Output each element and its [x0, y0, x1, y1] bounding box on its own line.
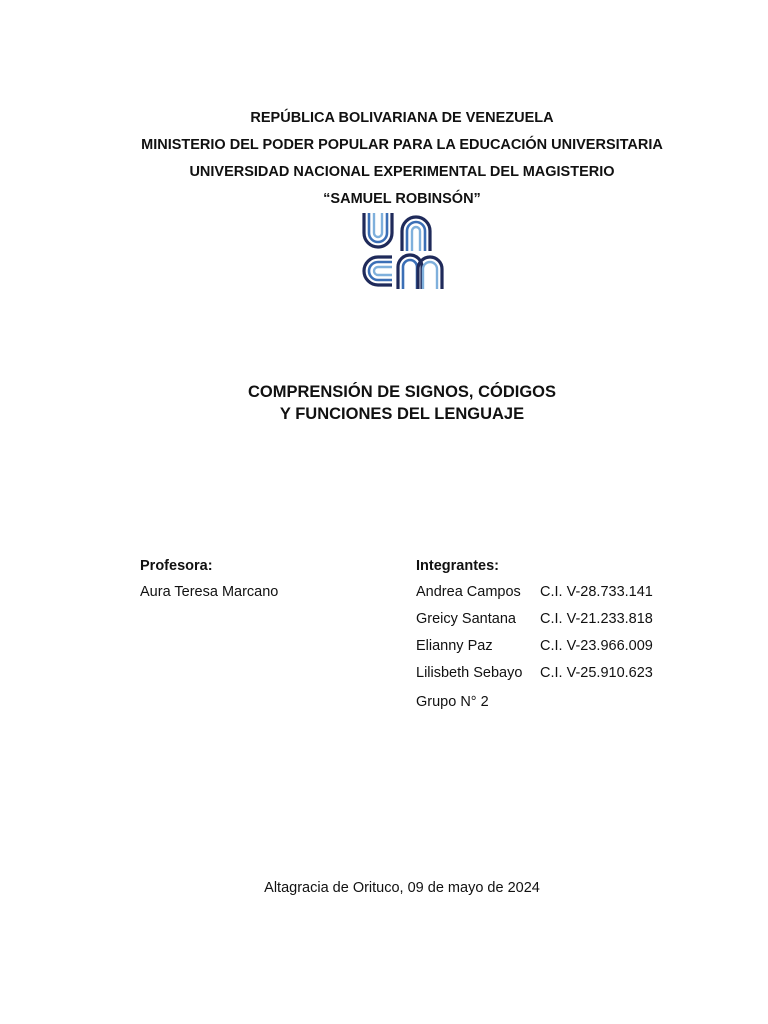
unem-logo-icon — [358, 213, 448, 293]
institution-header — [0, 108, 768, 216]
member-ci: C.I. V-28.733.141 — [540, 584, 653, 600]
group-number: Grupo N° 2 — [416, 694, 489, 710]
member-row — [416, 663, 653, 690]
member-ci: C.I. V-23.966.009 — [540, 638, 653, 654]
logo-letter-e — [364, 257, 392, 285]
professor-name: Aura Teresa Marcano — [140, 584, 279, 600]
member-name: Lilisbeth Sebayo — [416, 665, 523, 681]
place-date: Altagracia de Orituco, 09 de mayo de 2024 — [264, 880, 540, 896]
header-line-country: REPÚBLICA BOLIVARIANA DE VENEZUELA — [250, 110, 554, 126]
professor-label: Profesora: — [140, 558, 213, 574]
document-title — [0, 381, 768, 425]
professor-block — [140, 556, 278, 602]
member-row — [416, 582, 653, 609]
logo-letter-n-top — [402, 217, 430, 251]
header-line-namesake: “SAMUEL ROBINSÓN” — [323, 191, 481, 207]
member-name: Andrea Campos — [416, 584, 521, 600]
title-line-1: COMPRENSIÓN DE SIGNOS, CÓDIGOS — [247, 383, 557, 401]
members-label: Integrantes: — [416, 558, 499, 574]
logo-letter-u — [364, 213, 392, 247]
title-line-2: Y FUNCIONES DEL LENGUAJE — [279, 405, 525, 423]
header-line-ministry: MINISTERIO DEL PODER POPULAR PARA LA EDUCACIÓN UNIVERSITARIA — [141, 137, 663, 153]
member-ci: C.I. V-21.233.818 — [540, 611, 653, 627]
member-ci: C.I. V-25.910.623 — [540, 665, 653, 681]
member-row — [416, 609, 653, 636]
member-row — [416, 636, 653, 663]
header-line-university: UNIVERSIDAD NACIONAL EXPERIMENTAL DEL MAGISTERIO — [189, 164, 615, 180]
member-name: Elianny Paz — [416, 638, 493, 654]
members-block — [416, 556, 653, 712]
logo-letter-m — [398, 255, 442, 289]
member-name: Greicy Santana — [416, 611, 516, 627]
